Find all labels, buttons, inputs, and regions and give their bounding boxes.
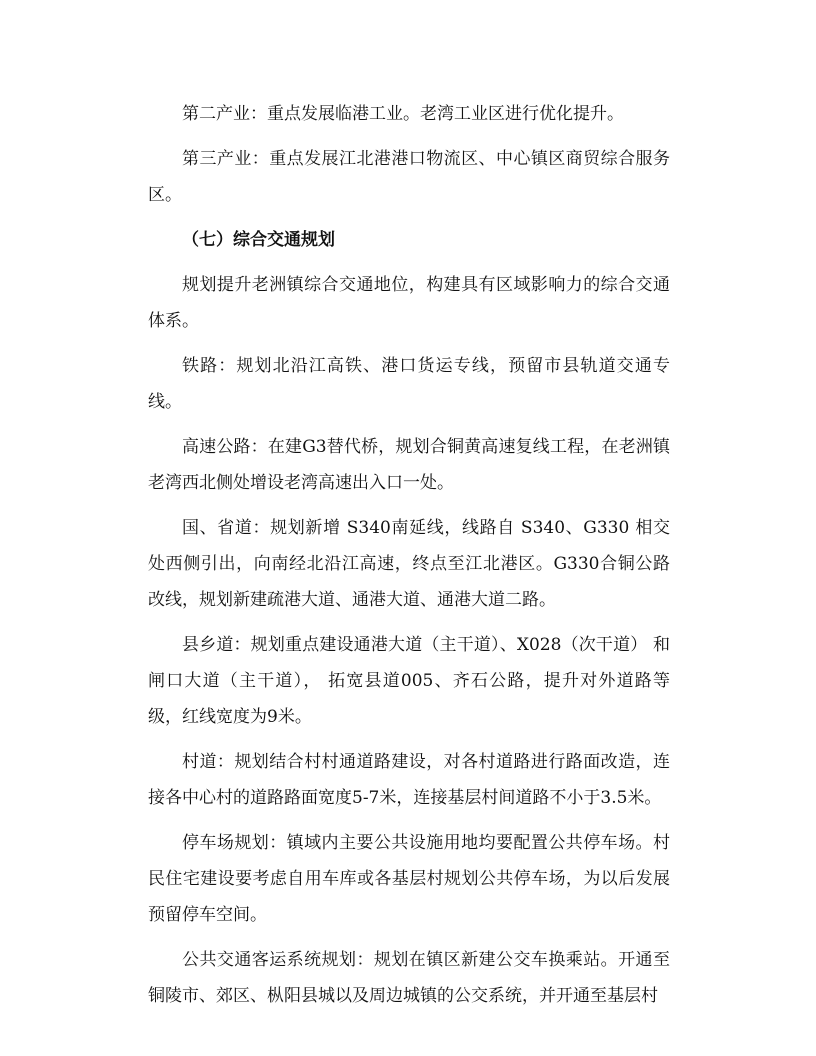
paragraph-railway: 铁路：规划北沿江高铁、港口货运专线，预留市县轨道交通专线。 [148, 356, 670, 412]
paragraph-public-transit: 公共交通客运系统规划：规划在镇区新建公交车换乘站。开通至铜陵市、郊区、枞阳县城以及周边城镇的公交系统，并开通至基层村 [148, 950, 670, 1006]
paragraph-county-township-roads: 县乡道：规划重点建设通港大道（主干道）、X028（次干道） 和闸口大道（主干道）， 拓宽县道005、齐石公路，提升对外道路等级，红线宽度为9米。 [148, 635, 670, 727]
paragraph-secondary-industry: 第二产业：重点发展临港工业。老湾工业区进行优化提升。 [182, 104, 624, 124]
paragraph-village-roads: 村道：规划结合村村通道路建设，对各村道路进行路面改造，连接各中心村的道路路面宽度5-7米，连接基层村间道路不小于3.5米。 [148, 752, 670, 808]
paragraph-parking: 停车场规划：镇域内主要公共设施用地均要配置公共停车场。村民住宅建设要考虑自用车库或各基层村规划公共停车场，为以后发展预留停车空间。 [148, 833, 670, 925]
document-page [148, 96, 670, 1014]
paragraph-tertiary-industry: 第三产业：重点发展江北港港口物流区、中心镇区商贸综合服务区。 [148, 149, 670, 205]
section-heading-transport: （七）综合交通规划 [182, 230, 335, 250]
paragraph-highway: 高速公路：在建G3替代桥，规划合铜黄高速复线工程，在老洲镇老湾西北侧处增设老湾高速出入口一处。 [148, 437, 670, 493]
paragraph-transport-overview: 规划提升老洲镇综合交通地位，构建具有区域影响力的综合交通体系。 [148, 275, 670, 331]
paragraph-national-provincial-roads: 国、省道：规划新增 S340南延线，线路自 S340、G330 相交处西侧引出，向南经北沿江高速，终点至江北港区。G330合铜公路改线，规划新建疏港大道、通港大道、通港大道二路。 [148, 518, 670, 610]
